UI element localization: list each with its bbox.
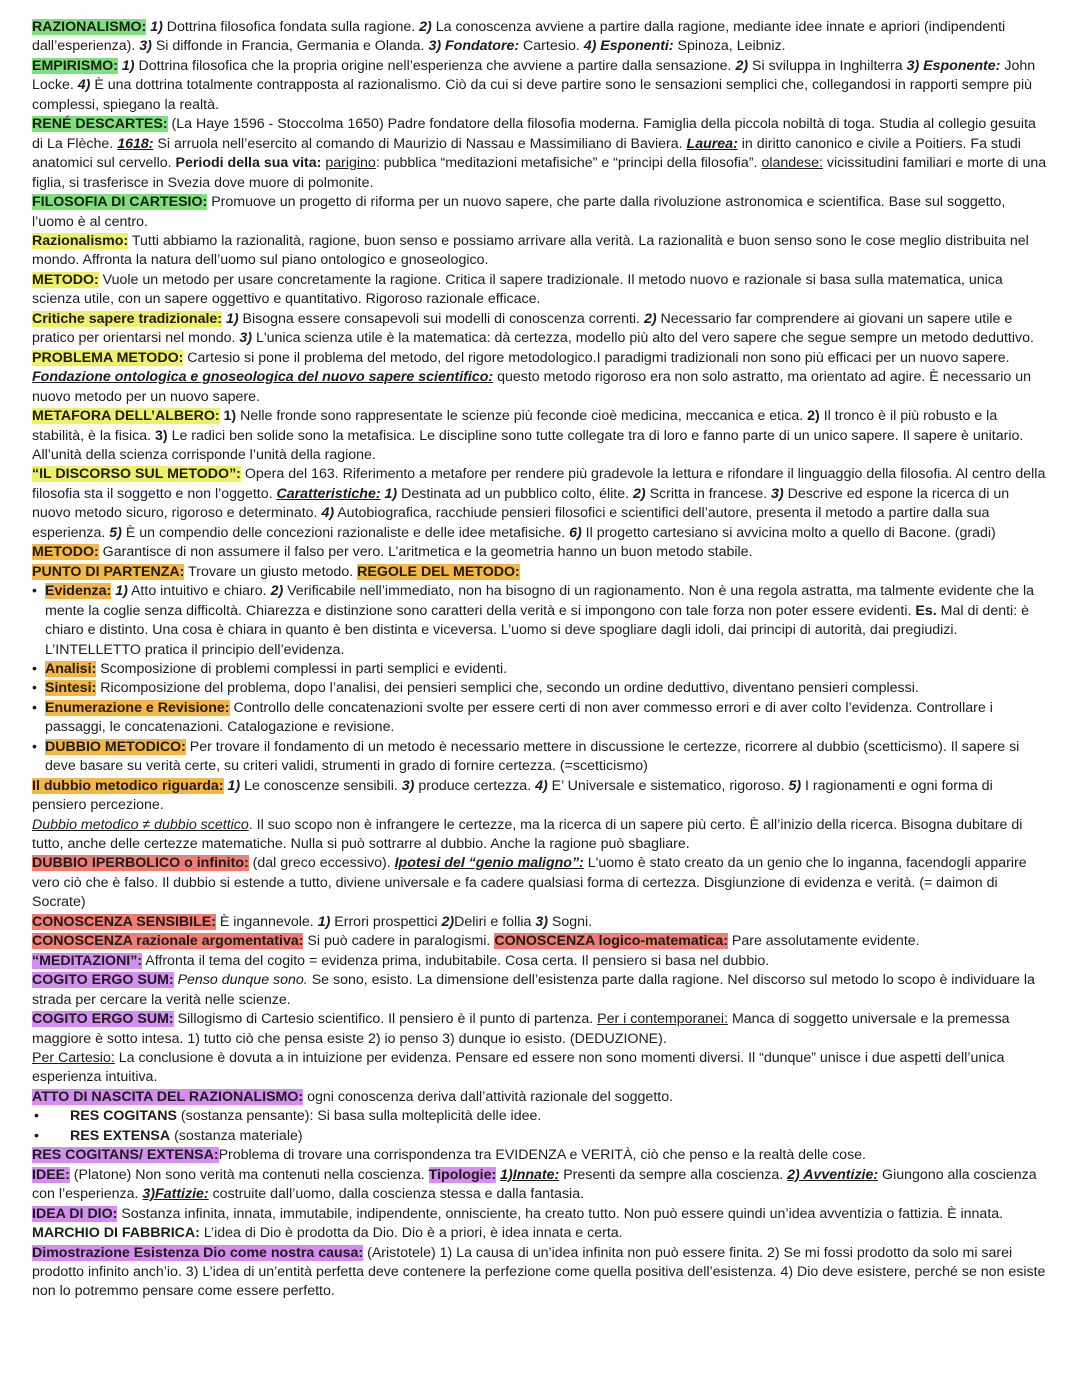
note-paragraph xyxy=(32,115,1050,193)
text-run: Sostanza infinita, innata, immutabile, indipendente, onnisciente, ha creato tutto. Non può essere quindi un’idea avventizia o fattizia. È innata. xyxy=(117,1205,1004,1222)
highlighted-heading: Evidenza: xyxy=(45,583,112,600)
note-paragraph xyxy=(32,1205,1050,1244)
text-run: Le conoscenze sensibili. xyxy=(240,777,402,794)
highlighted-heading: Analisi: xyxy=(45,660,97,677)
text-run: È ingannevole. xyxy=(215,913,318,930)
bullet-item xyxy=(32,679,1050,698)
text-run: 2) xyxy=(807,408,820,425)
note-paragraph xyxy=(32,232,1050,271)
text-run: 5) xyxy=(788,777,802,794)
highlighted-heading: CONOSCENZA razionale argomentativa: xyxy=(32,933,304,950)
text-run: Si sviluppa in Inghilterra xyxy=(748,57,907,74)
text-run: 1)Innate: xyxy=(500,1166,560,1183)
text-run: (Platone) Non sono verità ma contenuti nella coscienza. xyxy=(69,1166,429,1183)
note-paragraph xyxy=(32,1244,1050,1302)
highlighted-heading: CONOSCENZA logico-matematica: xyxy=(494,933,728,950)
text-run: 1) xyxy=(121,57,135,74)
text-run: Per trovare il fondamento di un metodo è necessario mettere in discussione le certezze, ricorrere al dubbio (scetticismo). Il sapere si deve basare su verità certe, su criteri validi, strumenti in grado di fornire certezza. (=scetticismo) xyxy=(45,738,1020,775)
text-run: in diritto canonico e civile a Poitiers. Fa studi anatomici sul cervello. xyxy=(32,135,1021,172)
text-run: Promuove un progetto di riforma per un nuovo sapere, che parte dalla rivoluzione astronomica e scientifica. Base sul soggetto, l’uomo è al centro. xyxy=(32,194,1006,230)
text-run: Descrive ed espone la ricerca di un nuovo metodo sicuro, rigoroso e determinato. xyxy=(32,485,1010,522)
text-run: Problema di trovare una corrispondenza tra EVIDENZA e VERITÀ, ciò che penso e la realtà delle cose. xyxy=(218,1147,866,1164)
text-run: Scritta in francese. xyxy=(645,485,771,502)
bullet-item xyxy=(32,699,1050,738)
text-run: Manca di soggetto universale e la premessa maggiore è sotto intesa. 1) tutto ciò che pensa esiste 2) io penso 3) dunque io esisto. (DEDUZIONE). xyxy=(32,1011,1010,1047)
note-paragraph xyxy=(32,271,1050,310)
text-run: 3) xyxy=(239,330,253,347)
note-paragraph xyxy=(32,971,1050,1010)
note-paragraph xyxy=(32,854,1050,912)
text-run: (dal greco eccessivo). xyxy=(248,855,395,872)
text-run: L'unica scienza utile è la matematica: dà certezza, modello più alto del vero sapere che segue sempre un metodo deduttivo. xyxy=(252,330,1034,347)
note-paragraph xyxy=(32,1049,1050,1088)
text-run: Tutti abbiamo la razionalità, ragione, buon senso e possiamo arrivare alla verità. La razionalità e buon senso sono le cose meglio distribuita nel mondo. Affronta la natura dell’uomo sul piano ontologico e gnoseologico. xyxy=(32,232,1029,269)
text-run: 2) Avventizie: xyxy=(787,1166,879,1183)
text-run: 3) Esponente: xyxy=(906,57,1001,74)
highlighted-heading: “IL DISCORSO SUL METODO”: xyxy=(32,466,241,483)
text-run: 4) xyxy=(321,505,335,522)
text-run: 3)Fattizie: xyxy=(142,1186,209,1203)
text-run: L’idea di Dio è prodotta da Dio. Dio è a priori, è idea innata e certa. xyxy=(199,1225,623,1242)
text-run: RES COGITANS xyxy=(70,1108,177,1125)
text-run: È un compendio delle concezioni razionaliste e delle idee metafisiche. xyxy=(121,524,570,541)
text-run: 2) xyxy=(419,19,432,35)
text-run: Bisogna essere consapevoli sui modelli di conoscenza correnti. xyxy=(238,310,644,327)
highlighted-heading: RENÉ DESCARTES: xyxy=(32,116,168,133)
text-run: Giungono alla coscienza con l’esperienza. xyxy=(32,1166,1037,1203)
text-run: (sostanza materiale) xyxy=(170,1127,303,1144)
text-run: Laurea: xyxy=(686,135,738,152)
text-run: 2) xyxy=(270,583,284,600)
note-paragraph xyxy=(32,407,1050,465)
text-run: Ricomposizione del problema, dopo l’analisi, dei pensieri semplici che, secondo un ordine deduttivo, diventano pensieri complessi. xyxy=(96,680,919,697)
note-paragraph xyxy=(32,465,1050,543)
text-run: L'uomo è stato creato da un genio che lo inganna, facendogli apparire vero ciò che è falso. Il dubbio si estende a tutto, diviene universale e fa cadere qualsiasi forma di certezza. Disgiunzione di evidenza e verità. (= daimon di Socrate) xyxy=(32,855,1027,911)
text-run: Si può cadere in paralogismi. xyxy=(303,933,495,950)
highlighted-heading: ATTO DI NASCITA DEL RAZIONALISMO: xyxy=(32,1088,304,1105)
text-run: E’ Universale e sistematico, rigoroso. xyxy=(547,777,789,794)
note-paragraph xyxy=(32,57,1050,115)
text-run: 3) xyxy=(401,777,415,794)
text-run: Cartesio. xyxy=(519,38,584,55)
text-run: 3) Fondatore: xyxy=(428,38,520,55)
text-run: Si diffonde in Francia, Germania e Olanda. xyxy=(151,38,429,55)
text-run: Le radici ben solide sono la metafisica. Le discipline sono tutte collegate tra di loro e fanno parte di un unico sapere. Il sapere è unitario. All’unità della scienza corrisponde l’unità della ragione. xyxy=(32,427,1024,463)
note-paragraph xyxy=(32,913,1050,932)
text-run: Il progetto cartesiano si avvicina molto a quello di Bacone. (gradi) xyxy=(581,524,996,541)
text-run: 1) xyxy=(150,19,163,35)
text-run: Per i contemporanei: xyxy=(597,1011,729,1028)
note-paragraph xyxy=(32,1010,1050,1049)
highlighted-heading: Sintesi: xyxy=(45,680,97,697)
text-run: Es. xyxy=(915,602,937,619)
bullet-item xyxy=(32,1127,1050,1146)
text-run: 3) xyxy=(535,913,548,930)
text-run: Errori prospettici xyxy=(330,913,442,930)
text-run: 3) xyxy=(139,38,152,55)
text-run: parigino xyxy=(325,155,376,172)
highlighted-heading: Critiche sapere tradizionale: xyxy=(32,310,223,327)
text-run: 4) xyxy=(535,777,548,794)
text-run: Destinata ad un pubblico colto, élite. xyxy=(397,485,633,502)
highlighted-heading: COGITO ERGO SUM: xyxy=(32,1011,174,1028)
text-run: Fondazione ontologica e gnoseologica del nuovo sapere scientifico: xyxy=(32,369,494,386)
highlighted-heading: CONOSCENZA SENSIBILE: xyxy=(32,913,216,930)
text-run: 3) xyxy=(771,485,784,502)
text-run: 4) xyxy=(77,77,91,94)
highlighted-heading: METAFORA DELL’ALBERO: xyxy=(32,408,220,425)
note-paragraph xyxy=(32,1166,1050,1205)
highlighted-heading: Tipologie: xyxy=(428,1166,497,1183)
text-run: MARCHIO DI FABBRICA: xyxy=(32,1225,200,1242)
text-run: La conclusione è dovuta a in intuizione per evidenza. Pensare ed essere non sono momenti diversi. Il “dunque” unisce i due aspetti dell’unica esperienza intuitiva. xyxy=(32,1050,1005,1086)
highlighted-heading: DUBBIO IPERBOLICO o infinito: xyxy=(32,855,249,872)
text-run: Si arruola nell’esercito al comando di Maurizio di Nassau e Massimiliano di Baviera. xyxy=(153,135,687,152)
text-run: 5) xyxy=(109,524,122,541)
note-paragraph xyxy=(32,349,1050,407)
highlighted-heading: Enumerazione e Revisione: xyxy=(45,699,230,716)
text-run: : pubblica “meditazioni metafisiche” e “principi della filosofia”. xyxy=(375,155,762,172)
text-run: costruite dall’uomo, dalla coscienza stessa e dalla fantasia. xyxy=(208,1186,585,1203)
bullet-item xyxy=(32,1107,1050,1126)
highlighted-heading: REGOLE DEL METODO: xyxy=(357,563,520,580)
note-paragraph xyxy=(32,18,1050,57)
text-run: Affronta il tema del cogito = evidenza prima, indubitabile. Cosa certa. Il pensiero si basa nel dubbio. xyxy=(142,952,770,969)
highlighted-heading: “MEDITAZIONI”: xyxy=(32,952,143,969)
note-paragraph xyxy=(32,543,1050,562)
text-run: 2) xyxy=(633,485,646,502)
text-run: Dottrina filosofica che la propria origine nell’esperienza che avviene a partire dalla sensazione. xyxy=(134,57,736,74)
text-run: 4) Esponenti: xyxy=(583,38,674,55)
text-run: produce certezza. xyxy=(414,777,536,794)
text-run: (sostanza pensante): Si basa sulla molteplicità delle idee. xyxy=(176,1108,542,1125)
text-run: Atto intuitivo e chiaro. xyxy=(127,583,271,600)
highlighted-heading: Dimostrazione Esistenza Dio come nostra causa: xyxy=(32,1244,364,1261)
text-run: Trovare un giusto metodo. xyxy=(184,563,358,580)
text-run: Scomposizione di problemi complessi in parti semplici e evidenti. xyxy=(96,660,508,677)
note-paragraph xyxy=(32,1088,1050,1107)
highlighted-heading: EMPIRISMO: xyxy=(32,57,118,74)
text-run: questo metodo rigoroso era non solo astratto, ma orientato ad agire. È necessario un nuovo metodo per un nuovo sapere. xyxy=(32,369,1032,405)
text-run: 1618: xyxy=(117,135,154,152)
text-run: Cartesio si pone il problema del metodo, del rigore metodologico.I paradigmi tradizionali non sono più efficaci per un nuovo sapere. xyxy=(183,349,1010,366)
note-paragraph xyxy=(32,310,1050,349)
text-run: 2) xyxy=(735,57,749,74)
highlighted-heading: Razionalismo: xyxy=(32,232,129,249)
text-run: Se sono, esisto. La dimensione dell’esistenza parte dalla ragione. Nel discorso sul metodo lo scopo è individuare la strada per cercare la verità nelle scienze. xyxy=(32,972,1035,1008)
text-run: Per Cartesio: xyxy=(32,1050,115,1067)
text-run: ogni conoscenza deriva dall’attività razionale del soggetto. xyxy=(303,1088,674,1105)
text-run: Sogni. xyxy=(547,913,593,930)
text-run: 1) xyxy=(115,583,128,600)
text-run: 1) xyxy=(227,777,241,794)
text-run: Periodi della sua vita: xyxy=(175,155,322,172)
text-run: Opera del 163. Riferimento a metafore per rendere più gradevole la lettura e rifondare il linguaggio della filosofia. Al centro della filosofia sta il soggetto e non l’oggetto. xyxy=(32,466,1046,502)
note-paragraph xyxy=(32,777,1050,816)
text-run: 1) xyxy=(225,310,239,327)
highlighted-heading: RES COGITANS/ EXTENSA: xyxy=(32,1147,219,1164)
text-run: 1) xyxy=(223,408,237,425)
highlighted-heading: PUNTO DI PARTENZA: xyxy=(32,563,185,580)
text-run: Dottrina filosofica fondata sulla ragione. xyxy=(162,19,420,35)
text-run: I ragionamenti e ogni forma di pensiero percezione. xyxy=(32,777,993,814)
text-run: Il tronco è il più robusto e la stabilità, è la fisica. xyxy=(32,408,998,444)
highlighted-heading: FILOSOFIA DI CARTESIO: xyxy=(32,194,208,211)
note-paragraph xyxy=(32,816,1050,855)
text-run: 2) xyxy=(441,913,455,930)
highlighted-heading: IDEA DI DIO: xyxy=(32,1205,118,1222)
note-paragraph xyxy=(32,1146,1050,1165)
highlighted-heading: DUBBIO METODICO: xyxy=(45,738,186,755)
highlighted-heading: IDEE: xyxy=(32,1166,70,1183)
text-run: Autobiografica, racchiude pensieri filosofici e scientifici dell’autore, presenta il metodo a partire dalla sua esperienza. xyxy=(32,505,990,541)
text-run: RES EXTENSA xyxy=(70,1127,171,1144)
text-run: Vuole un metodo per usare concretamente la ragione. Critica il sapere tradizionale. Il metodo nuovo e razionale si basa sulla matematica, unica scienza utile, con un sapere oggettivo e quantitativo. Rigoroso razionale efficace. xyxy=(32,271,1003,308)
highlighted-heading: METODO: xyxy=(32,271,99,288)
text-run: Controllo delle concatenazioni svolte per essere certi di non aver commesso errori e di aver colto l’evidenza. Controllare i passaggi, le concatenazioni. Catalogazione e revisione. xyxy=(45,699,993,736)
text-run: 3) xyxy=(155,427,168,444)
text-run: La conoscenza avviene a partire dalla ragione, mediante idee innate e apriori (indipendenti dall’esperienza). xyxy=(32,19,1006,55)
highlighted-heading: Il dubbio metodico riguarda: xyxy=(32,777,224,794)
text-run: (Aristotele) 1) La causa di un’idea infinita non può essere finita. 2) Se mi fossi prodotto da solo mi sarei prodotto infinito anch’io. 3) L’idea di un’entità perfetta deve contenere la perfezione come quella positiva dell’esistenza. 4) Dio deve esistere, perché se non esiste non lo potremmo pensare come essere perfetto. xyxy=(32,1244,1046,1300)
text-run: È una dottrina totalmente contrapposta al razionalismo. Ciò da cui si deve partire sono le sensazioni semplici che, collegandosi in rapporti sempre più complessi, spiegano la realtà. xyxy=(32,77,1032,113)
text-run: 1) xyxy=(317,913,331,930)
text-run: . Il suo scopo non è infrangere le certezze, ma la ricerca di un sapere più certo. È all’inizio della ricerca. Bisogna dubitare di tutto, anche delle certezze matematiche. Nulla si può sottrarre al dubbio. Anche la ragione può sbagliare. xyxy=(32,816,1023,853)
text-run: Dubbio metodico ≠ dubbio scettico xyxy=(32,816,249,833)
bullet-item xyxy=(32,738,1050,777)
text-run: Necessario far comprendere ai giovani un sapere utile e pratico per orientarsi nel mondo. xyxy=(32,310,1013,347)
text-run: Mal di denti: è chiaro e distinto. Una cosa è chiara in quanto è ben distinta e viceversa. L’uomo si deve spogliare dagli idoli, dai principi di autorità, dai pregiudizi. L’INTELLETTO pratica il principio dell’evidenza. xyxy=(45,602,1029,658)
text-run: Ipotesi del “genio maligno”: xyxy=(394,855,584,872)
text-run: 1) xyxy=(384,485,398,502)
highlighted-heading: METODO: xyxy=(32,544,99,561)
text-run: (La Haye 1596 - Stoccolma 1650) Padre fondatore della filosofia moderna. Famiglia della piccola nobiltà di toga. Studia al collegio gesuita di La Flèche. xyxy=(32,116,1036,152)
text-run: Deliri e follia xyxy=(454,913,536,930)
note-paragraph xyxy=(32,952,1050,971)
text-run: Presenti da sempre alla coscienza. xyxy=(559,1166,788,1183)
text-run: Spinoza, Leibniz. xyxy=(673,38,786,55)
text-run: Garantisce di non assumere il falso per vero. L’aritmetica e la geometria hanno un buon metodo stabile. xyxy=(98,544,753,561)
text-run: Penso dunque sono. xyxy=(177,972,308,989)
note-paragraph xyxy=(32,563,1050,582)
note-paragraph xyxy=(32,193,1050,232)
highlighted-heading: PROBLEMA METODO: xyxy=(32,349,184,366)
text-run: John Locke. xyxy=(32,57,1036,94)
text-run: Nelle fronde sono rappresentate le scienze più feconde cioè medicina, meccanica e etica. xyxy=(236,408,808,425)
bullet-item xyxy=(32,582,1050,660)
text-run: vicissitudini familiari e morte di una figlia, si trasferisce in Svezia dove muore di polmonite. xyxy=(32,155,1047,191)
text-run: Sillogismo di Cartesio scientifico. Il pensiero è il punto di partenza. xyxy=(173,1011,598,1028)
text-run: Verificabile nell’immediato, non ha bisogno di un ragionamento. Non è una regola astratta, ma talmente evidente che la mente la coglie senza difficoltà. Chiarezza e distinzione sono caratteri della verità e si impongono con tale forza non poter essere evidenti. xyxy=(45,583,1035,619)
text-run: Pare assolutamente evidente. xyxy=(727,933,920,950)
text-run: Caratteristiche: xyxy=(276,485,381,502)
highlighted-heading: RAZIONALISMO: xyxy=(32,19,147,35)
text-run: 2) xyxy=(643,310,657,327)
bullet-item xyxy=(32,660,1050,679)
text-run: 6) xyxy=(569,524,582,541)
note-paragraph xyxy=(32,932,1050,951)
highlighted-heading: COGITO ERGO SUM: xyxy=(32,972,174,989)
text-run: olandese: xyxy=(761,155,823,172)
